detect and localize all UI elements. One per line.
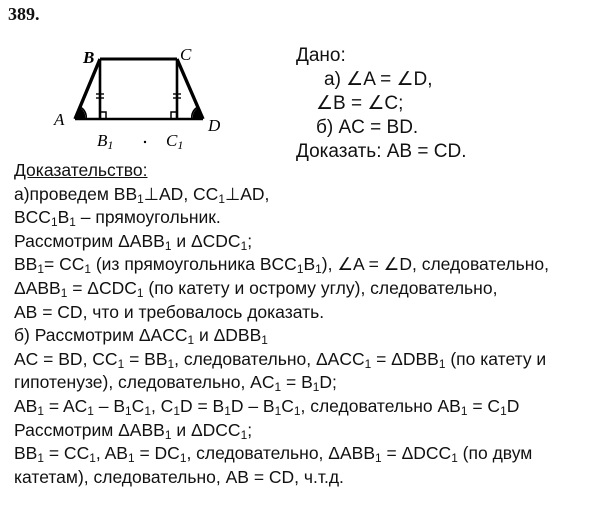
proof-line: а)проведем $BB_1\perp AD$, $CC_1\perp AD$, [14, 183, 270, 206]
segment-ab [75, 59, 100, 119]
proof-heading: Доказательство: [14, 160, 148, 180]
given-condition-b: б) AC = BD. [316, 117, 419, 138]
proof-line: б) Рассмотрим $\Delta ACC_1$ и $\Delta DBB_1$ [14, 325, 268, 348]
given-block [296, 44, 466, 164]
proof-line: $BCC_1B_1$ – прямоугольник. [14, 207, 221, 230]
problem-number: 389. [8, 4, 40, 24]
segment-cd [177, 59, 203, 119]
proof-line: AC = BD, $CC_1 = BB_1$, следовательно, $\Delta ACC_1 = \Delta DBB_1$ (по катету и [14, 348, 547, 371]
proof-line: гипотенузе), следовательно, $AC_1 = B_1D$; [14, 372, 337, 395]
label-b: B [83, 48, 95, 67]
proof-block [14, 159, 599, 489]
proof-line: катетам), следовательно, AB = CD, ч.т.д. [14, 466, 344, 487]
dot-mark [144, 141, 146, 143]
proof-line: Рассмотрим $\Delta ABB_1$ и $\Delta CDC_1$; [14, 230, 253, 253]
label-b1: B1 [97, 131, 114, 152]
prove-statement: Доказать: AB = CD. [296, 141, 467, 162]
label-c: C [180, 45, 192, 64]
label-d: D [208, 116, 221, 135]
proof-line: $AB_1 = AC_1 - B_1C_1$, $C_1D = B_1D - B_1C_1$, следовательно $AB_1 = C_1D$ [14, 395, 520, 418]
given-condition-a1: а) ∠A = ∠D, [324, 69, 433, 90]
proof-line: AB = CD, что и требовалось доказать. [14, 301, 325, 322]
label-c1: C1 [166, 131, 184, 152]
proof-line: $BB_1 = CC_1$, $AB_1 = DC_1$, следовательно, $\Delta ABB_1 = \Delta DCC_1$ (по двум [14, 443, 533, 466]
given-title: Дано: [296, 45, 346, 66]
proof-line: $BB_1= CC_1$ (из прямоугольника $BCC_1B_1$), ∠A = ∠D, следовательно, [14, 254, 549, 277]
given-condition-a2: ∠B = ∠C; [316, 93, 404, 114]
proof-line: $\Delta ABB_1 = \Delta CDC_1$ (по катету и острому углу), следовательно, [14, 277, 498, 300]
trapezoid-figure [0, 0, 290, 160]
label-a: A [54, 110, 65, 129]
proof-line: Рассмотрим $\Delta ABB_1$ и $\Delta DCC_1$; [14, 419, 253, 442]
